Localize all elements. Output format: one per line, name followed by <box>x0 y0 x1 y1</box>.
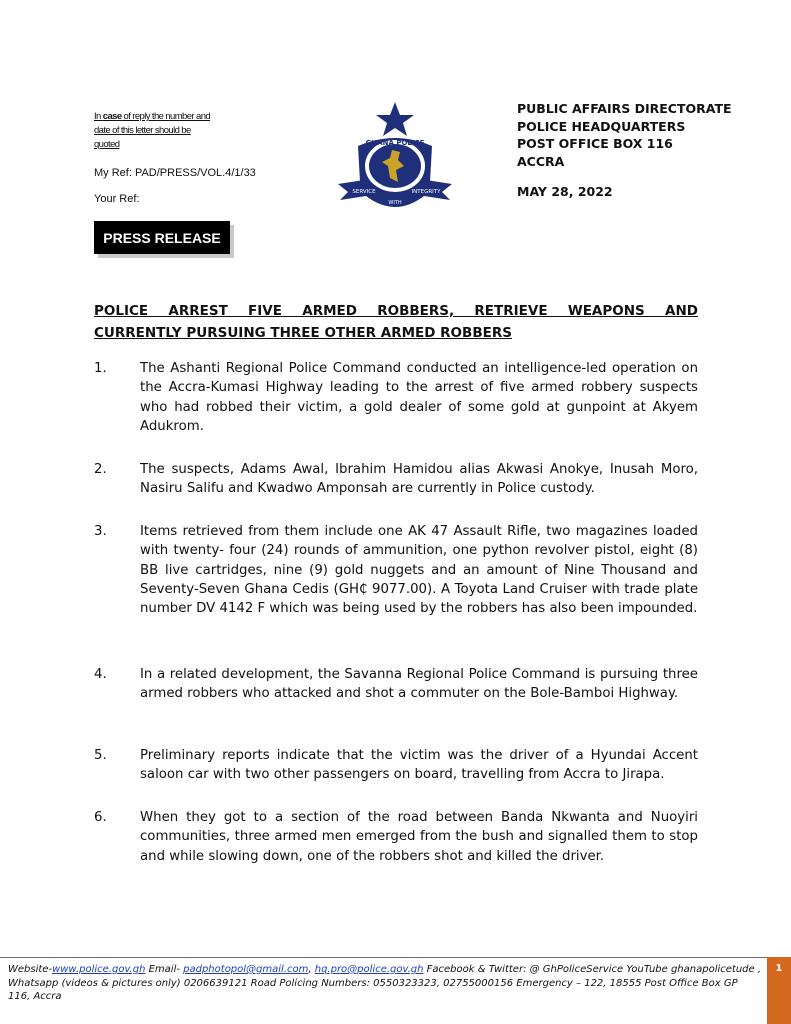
ribbon-right-text: INTEGRITY <box>411 189 441 195</box>
headline-line-2: CURRENTLY PURSUING THREE OTHER ARMED ROBBERS <box>94 325 512 341</box>
paragraph-1 <box>94 359 698 436</box>
paragraph-3 <box>94 522 698 618</box>
paragraph-text: In a related development, the Savanna Regional Police Command is pursuing three armed robbers who attacked and shot a commuter on the Bole-Bamboi Highway. <box>140 667 698 702</box>
note-rest: of reply the number and date of this letter should be quoted <box>94 111 211 150</box>
email-link-1[interactable]: padphotopol@gmail.com <box>183 964 309 975</box>
headline-line-1: POLICE ARREST FIVE ARMED ROBBERS, RETRIEVE WEAPONS AND <box>94 303 698 319</box>
paragraph-text: When they got to a section of the road between Banda Nkwanta and Nuoyiri communities, three armed men emerged from the bush and signalled them to stop and while slowing down, one of the robbers shot and killed the driver. <box>140 810 698 864</box>
address-line-1: PUBLIC AFFAIRS DIRECTORATE <box>517 101 732 116</box>
ribbon-left-text: SERVICE <box>352 189 376 195</box>
headline <box>94 300 698 344</box>
your-reference: Your Ref: <box>94 193 140 205</box>
paragraph-number: 1. <box>94 361 107 376</box>
address-block <box>517 100 732 170</box>
email-link-2[interactable]: hq.pro@police.gov.gh <box>314 964 424 975</box>
crest-star-icon <box>376 102 414 136</box>
paragraph-5 <box>94 746 698 785</box>
email-separator: , <box>308 964 315 975</box>
ghana-police-crest <box>334 100 456 226</box>
paragraph-text: The Ashanti Regional Police Command conducted an intelligence-led operation on the Accra-Kumasi Highway leading to the arrest of five armed robbery suspects who had robbed their victim, a gold dealer of some gold at gunpoint at Akyem Adukrom. <box>140 361 698 434</box>
paragraph-2 <box>94 460 698 499</box>
address-line-3: POST OFFICE BOX 116 <box>517 136 673 151</box>
paragraph-6 <box>94 808 698 866</box>
footer-divider <box>0 957 791 958</box>
page-number: 1 <box>767 957 791 1024</box>
note-prefix: In <box>94 111 103 122</box>
my-reference: My Ref: PAD/PRESS/VOL.4/1/33 <box>94 167 256 179</box>
press-release-badge: PRESS RELEASE <box>94 221 230 254</box>
paragraph-number: 5. <box>94 748 107 763</box>
crest-top-text: GHANA POLICE <box>365 139 425 147</box>
address-line-4: ACCRA <box>517 153 565 169</box>
note-bold-word: case <box>102 111 122 122</box>
paragraph-number: 2. <box>94 462 107 477</box>
website-label: Website- <box>8 964 53 975</box>
paragraph-number: 4. <box>94 667 107 682</box>
paragraph-4 <box>94 665 698 704</box>
reply-reference-note <box>94 110 214 152</box>
paragraph-number: 3. <box>94 524 107 539</box>
footer-contact-details: Facebook & Twitter: @ GhPoliceService YouTube ghanapolicetude , Whatsapp (videos & pictures only) 0206639121 Road Policing Numbers: 0550323323, 02755000156 Emergency – 122, 18555 Post Office Box GP 116, Accra <box>8 964 762 1002</box>
email-label: Email- <box>145 964 184 975</box>
website-link[interactable]: www.police.gov.gh <box>52 964 146 975</box>
paragraph-text: The suspects, Adams Awal, Ibrahim Hamidou alias Akwasi Anokye, Inusah Moro, Nasiru Salifu and Kwadwo Amponsah are currently in Police custody. <box>140 462 698 497</box>
paragraph-text: Items retrieved from them include one AK 47 Assault Rifle, two magazines loaded with twenty- four (24) rounds of ammunition, one python revolver pistol, eight (8) BB live cartridges, nine (9) gold nuggets and an amount of Nine Thousand and Seventy-Seven Ghana Cedis (GH₵ 9077.00). A Toyota Land Cruiser with trade plate number DV 4142 F which was being used by the robbers has also been impounded. <box>140 524 698 617</box>
ribbon-center-text: WITH <box>388 200 402 206</box>
footer-contact <box>8 963 762 1004</box>
address-line-2: POLICE HEADQUARTERS <box>517 118 686 134</box>
paragraph-number: 6. <box>94 810 107 825</box>
release-date: MAY 28, 2022 <box>517 184 613 199</box>
paragraph-text: Preliminary reports indicate that the victim was the driver of a Hyundai Accent saloon car with two other passengers on board, travelling from Accra to Jirapa. <box>140 748 698 783</box>
